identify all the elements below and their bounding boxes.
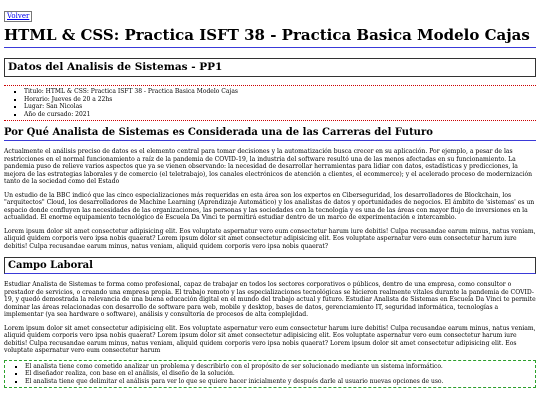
page-title: HTML & CSS: Practica ISFT 38 - Practica Basica Modelo Cajas <box>4 25 536 48</box>
data-section-title: Datos del Analisis de Sistemas - PP1 <box>4 58 536 77</box>
duty-item: ▪ El analista tiene que delimitar el análisis para ver lo que se quiere hacer inicialmente y después darle al usuario nuevas opciones de uso. <box>25 378 535 386</box>
info-item-location: ▪ Lugar: San Nicolas <box>24 103 536 111</box>
why-paragraph-3: Lorem ipsum dolor sit amet consectetur adipisicing elit. Eos voluptate aspernatur vero eum consectetur harum iure debitis! Culpa recusandae earum minus, natus veniam, aliquid quidem corporis vero ipsa nobis quaerat? Lorem ipsum dolor sit amet consectetur adipisicing elit. Eos voluptate aspernatur vero eum consectetur harum iure debitis! Culpa recusandae earum minus, natus veniam, aliquid quidem corporis vero ipsa nobis quaerat? <box>4 227 536 250</box>
course-info-list <box>4 85 536 121</box>
why-section-title: Por Qué Analista de Sistemas es Considerada una de las Carreras del Futuro <box>4 126 536 141</box>
info-item-year: ▪ Año de cursado: 2021 <box>24 111 536 119</box>
duty-item: ▪ El analista tiene como cometido analizar un problema y describirlo con el propósito de ser solucionado mediante un sistema informático. <box>25 363 535 371</box>
field-section-title: Campo Laboral <box>4 257 536 274</box>
why-paragraph-2: Un estudio de la BBC indicó que las cinco especializaciones más requeridas en esta área son los expertos en Ciberseguridad, los desarrolladores de Blockchain, los "arquitectos" Cloud, los desarrolladores de Machine Learning (Aprendizaje Automático) y los analistas de datos y oportunidades de negocios. El ámbito de 'sistemas' es un espacio donde confluyen las necesidades de las organizaciones, las personas y las sociedades con la tecnología y es una de las áreas con mayor flujo de inversiones en la actualidad. El enorme equipamiento tecnológico de Escuela Da Vinci te permitirá estudiar dentro de un marco de experimentación e intercambio. <box>4 191 535 222</box>
analyst-duties-list <box>4 360 536 389</box>
why-paragraph-1: Actualmente el análisis preciso de datos es el elemento central para tomar decisiones y la automatización busca crecer en su aplicación. Por ejemplo, a pesar de las restricciones en el normal funcionamiento a raíz de la pandemia de COVID-19, la industria del software resultó una de las menos afectadas en su funcionamiento. La pandemia puso de relieve varios aspectos que ya se vienen observando: la necesidad de desarrollar herramientas para lidiar con datos, estadísticas y predicciones, la mejora de las estrategias laborales y de comercio (el teletrabajo), los canales electrónicos de atención a clientes, el ecommerce); y el acelerado proceso de modernización tanto de la sociedad como del Estado <box>4 148 533 186</box>
info-item-title: ▪ Titulo: HTML & CSS: Practica ISFT 38 - Practica Basica Modelo Cajas <box>24 88 536 96</box>
field-paragraph-1: Estudiar Analista de Sistemas te forma como profesional, capaz de trabajar en todos los sectores corporativos o públicos, dentro de una empresa, como consultor o prestador de servicios, o creando una empresa propia. El trabajo remoto y las especializaciones tecnológicas se hicieron realmente vitales durante la pandemia de COVID-19, y quedó demostrada la relevancia de una buena educación digital en el mundo del trabajo actual y futuro. Estudiar Analista de Sistemas en Escuela Da Vinci te permite dominar las áreas relacionadas con desarrollo de software para web, mobile y desktop, bases de datos, gerenciamiento IT, seguridad informática, tecnologías a implementar (ya sea hardware o software), análisis y consultoría de procesos de alta complejidad. <box>4 281 536 319</box>
duty-item: ▪ El diseñador realiza, con base en el análisis, el diseño de la solución. <box>25 370 535 378</box>
back-link[interactable]: Volver <box>4 11 32 22</box>
info-item-schedule: ▪ Horario: Jueves de 20 a 22hs <box>24 96 536 104</box>
field-paragraph-2: Lorem ipsum dolor sit amet consectetur adipisicing elit. Eos voluptate aspernatur vero eum consectetur harum iure debitis! Culpa recusandae earum minus, natus veniam, aliquid quidem corporis vero ipsa nobis quaerat? Lorem ipsum dolor sit amet consectetur adipisicing elit. Eos voluptate aspernatur vero eum consectetur harum iure debitis! Culpa recusandae earum minus, natus veniam, aliquid quidem corporis vero ipsa nobis quaerat? Lorem ipsum dolor sit amet consectetur adipisicing elit. Eos voluptate aspernatur vero eum consectetur harum <box>4 324 536 355</box>
